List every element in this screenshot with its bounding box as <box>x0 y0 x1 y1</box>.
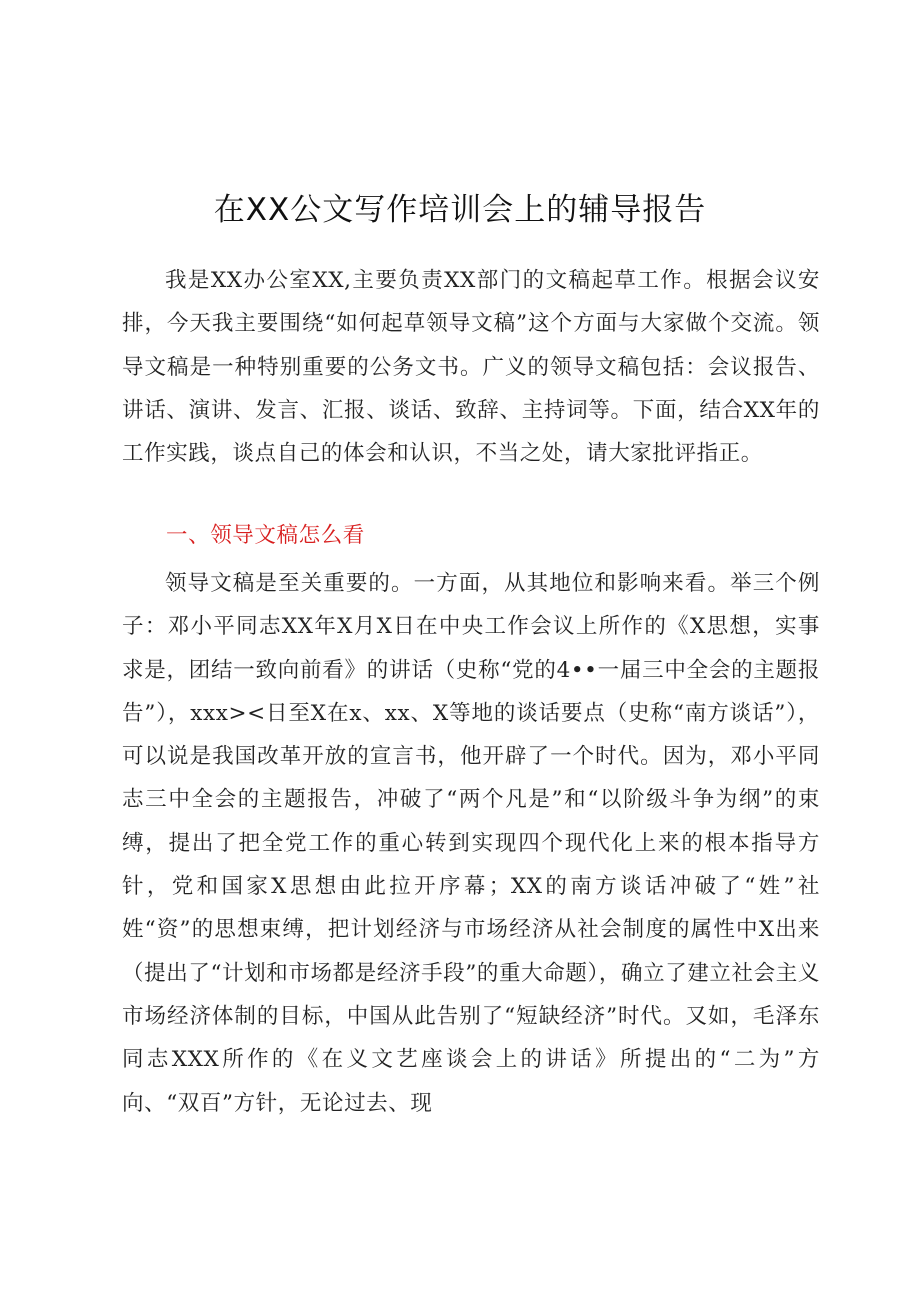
section-heading: 一、领导文稿怎么看 <box>166 523 365 548</box>
document-title: 在XX公文写作培训会上的辅导报告 <box>213 192 707 228</box>
intro-paragraph: 我是XX办公室XX,主要负责XX部门的文稿起草工作。根据会议安排，今天我主要围绕“如何起草领导文稿”这个方面与大家做个交流。领导文稿是一种特别重要的公务文书。广义的领导文稿包括：会议报告、讲话、演讲、发言、汇报、谈话、致辞、主持词等。下面，结合XX年的工作实践，谈点自己的体会和认识，不当之处，请大家批评指正。 <box>122 268 820 467</box>
body-paragraph: 领导文稿是至关重要的。一方面，从其地位和影响来看。举三个例子：邓小平同志XX年X月X日在中央工作会议上所作的《X思想，实事求是，团结一致向前看》的讲话（史称“党的4••一届三中全会的主题报告”），xxx><日至X在x、xx、X等地的谈话要点（史称“南方谈话”），可以说是我国改革开放的宣言书，他开辟了一个时代。因为，邓小平同志三中全会的主题报告，冲破了“两个凡是”和“以阶级斗争为纲”的束缚，提出了把全党工作的重心转到实现四个现代化上来的根本指导方针，党和国家X思想由此拉开序幕；XX的南方谈话冲破了“姓”社姓“资”的思想束缚，把计划经济与市场经济从社会制度的属性中X出来（提出了“计划和市场都是经济手段”的重大命题），确立了建立社会主义市场经济体制的目标，中国从此告别了“短缺经济”时代。又如，毛泽东同志XXX所作的《在义文艺座谈会上的讲话》所提出的“二为”方向、“双百”方针，无论过去、现 <box>122 571 820 1116</box>
